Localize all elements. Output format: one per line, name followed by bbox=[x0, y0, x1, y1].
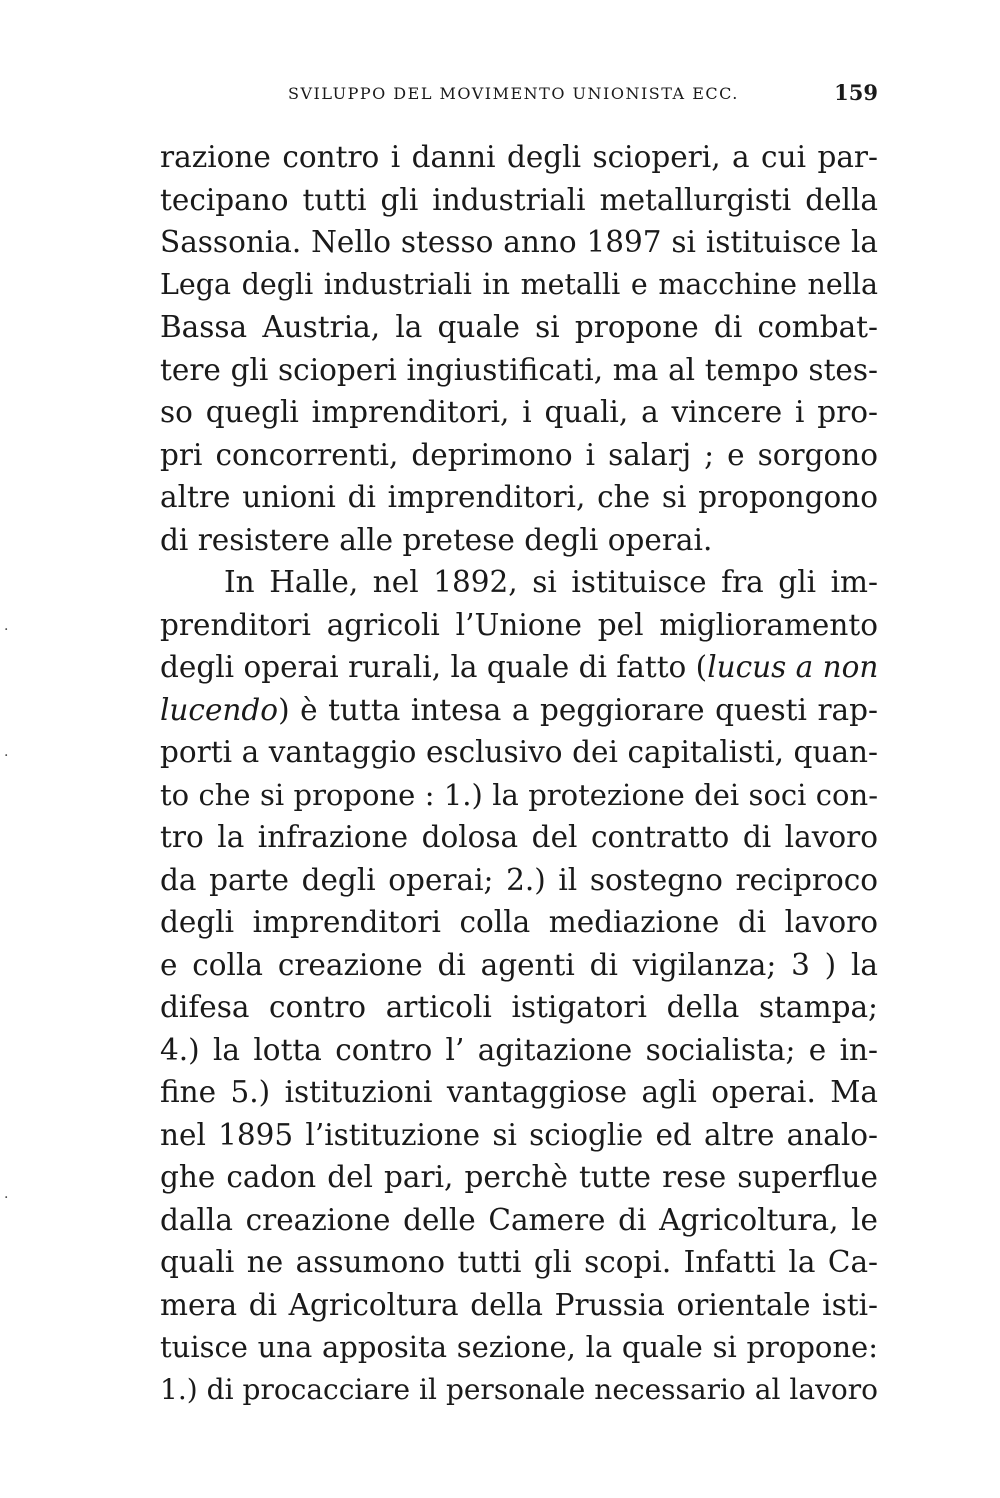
text-line: da parte degli operai; 2.) il sostegno reciproco bbox=[160, 862, 878, 897]
text-line: to che si propone : 1.) la protezione dei soci con- bbox=[160, 777, 878, 812]
text-line bbox=[160, 689, 878, 732]
running-title: SVILUPPO DEL MOVIMENTO UNIONISTA ECC. bbox=[288, 84, 739, 103]
text-line: degli imprenditori colla mediazione di lavoro bbox=[160, 905, 878, 939]
text-line: razione contro i danni degli scioperi, a cui par- bbox=[160, 140, 878, 174]
text-line: pri concorrenti, deprimono i salarj ; e sorgono bbox=[160, 437, 878, 472]
text-segment: degli operai rurali, la quale di fatto ( bbox=[160, 650, 708, 684]
body-text bbox=[160, 136, 878, 1411]
text-line: 1.) di procacciare il personale necessario al lavoro bbox=[160, 1372, 878, 1406]
text-line: prenditori agricoli l’Unione pel miglioramento bbox=[160, 607, 878, 642]
text-line: nel 1895 l’istituzione si scioglie ed altre analo- bbox=[160, 1117, 878, 1152]
text-line: fine 5.) istituzioni vantaggiose agli operai. Ma bbox=[160, 1075, 878, 1109]
text-line: altre unioni di imprenditori, che si propongono bbox=[160, 480, 878, 514]
text-line: dalla creazione delle Camere di Agricoltura, le bbox=[160, 1202, 878, 1237]
page-number: 159 bbox=[834, 80, 878, 105]
text-line: difesa contro articoli istigatori della stampa; bbox=[160, 990, 878, 1024]
text-line: quali ne assumono tutti gli scopi. Infatti la Ca- bbox=[160, 1245, 878, 1279]
text-line: Bassa Austria, la quale si propone di combat- bbox=[160, 310, 878, 344]
text-line: so quegli imprenditori, i quali, a vincere i pro- bbox=[160, 395, 878, 429]
text-line bbox=[160, 646, 878, 689]
text-line: tere gli scioperi ingiustificati, ma al tempo stes- bbox=[160, 352, 878, 387]
text-line: e colla creazione di agenti di vigilanza; 3 ) la bbox=[160, 947, 878, 982]
text-line: di resistere alle pretese degli operai. bbox=[160, 522, 713, 557]
text-line: 4.) la lotta contro l’ agitazione socialista; e in- bbox=[160, 1032, 878, 1067]
text-line: porti a vantaggio esclusivo dei capitalisti, quan- bbox=[160, 735, 878, 769]
text-line: ghe cadon del pari, perchè tutte rese superflue bbox=[160, 1160, 878, 1194]
text-line: Lega degli industriali in metalli e macchine nella bbox=[160, 267, 878, 301]
italic-phrase: lucendo bbox=[160, 692, 279, 727]
text-line: mera di Agricoltura della Prussia orientale isti- bbox=[160, 1287, 878, 1322]
italic-phrase: lucus a non bbox=[707, 650, 879, 684]
text-segment: ) è tutta intesa a peggiorare questi rap- bbox=[278, 692, 878, 727]
running-head bbox=[160, 78, 878, 112]
text-line: tuisce una apposita sezione, la quale si propone: bbox=[160, 1330, 878, 1364]
margin-mark: · bbox=[4, 622, 9, 638]
text-line: tro la infrazione dolosa del contratto di lavoro bbox=[160, 820, 878, 854]
text-line: In Halle, nel 1892, si istituisce fra gli im- bbox=[224, 565, 878, 599]
text-line: Sassonia. Nello stesso anno 1897 si istituisce la bbox=[160, 225, 878, 259]
text-line: tecipano tutti gli industriali metallurgisti della bbox=[160, 182, 878, 217]
margin-mark: · bbox=[4, 1190, 9, 1206]
margin-mark: · bbox=[4, 748, 9, 764]
